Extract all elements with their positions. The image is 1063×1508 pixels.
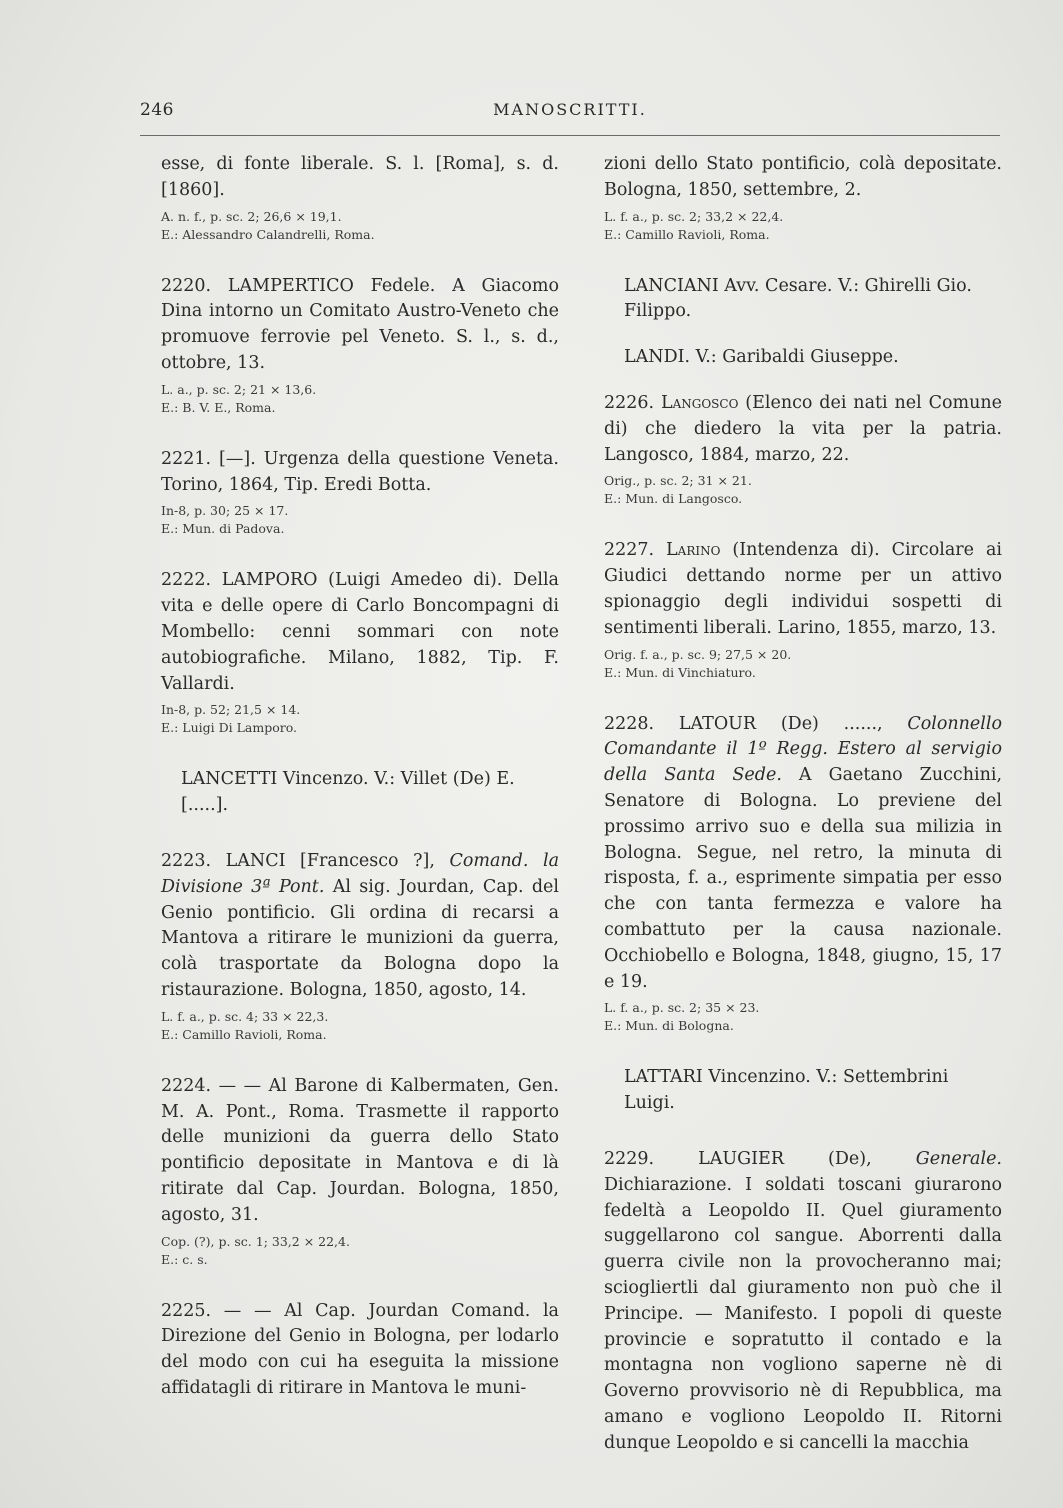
- entry-2224: 2224. — — Al Barone di Kalbermaten, Gen. M. A. Pont., Roma. Trasmette il rapporto delle munizioni da guerra dello Stato pontificio depositate in Mantova e di là ritirate dal Cap. Jourdan. Bologna, 1850, agosto, 31.: [161, 1075, 559, 1225]
- entry-meta: In-8, p. 30; 25 × 17. E.: Mun. di Padova.: [161, 503, 289, 537]
- entry-2227: 2227. Larino (Intendenza di). Circolare ai Giudici dettando norme per un attivo spionaggio degli individui sospetti di sentimenti liberali. Larino, 1855, marzo, 13.: [604, 540, 1002, 638]
- entry-text: esse, di fonte liberale. S. l. [Roma], s. d. [1860].: [161, 154, 559, 200]
- entry-2221: 2221. [—]. Urgenza della questione Veneta. Torino, 1864, Tip. Eredi Botta.: [161, 448, 559, 495]
- entry-2226: 2226. Langosco (Elenco dei nati nel Comune di) che diedero la vita per la patria. Langosco, 1884, marzo, 22.: [604, 392, 1003, 465]
- entry-2225: 2225. — — Al Cap. Jourdan Comand. la Direzione del Genio in Bologna, per lodarlo del modo con cui ha eseguita la missione affidatagli di ritirare in Mantova le muni-: [161, 1300, 559, 1398]
- cross-reference: LANDI. V.: Garibaldi Giuseppe.: [624, 347, 899, 368]
- cross-reference: LATTARI Vincenzino. V.: Settembrini Luigi.: [624, 1067, 949, 1114]
- entry-2222: 2222. LAMPORO (Luigi Amedeo di). Della vita e delle opere di Carlo Boncompagni di Mombello: cenni sommari con note autobiografiche. Milano, 1882, Tip. F. Vallardi.: [161, 570, 559, 694]
- entry-meta: In-8, p. 52; 21,5 × 14. E.: Luigi Di Lamporo.: [161, 702, 301, 736]
- entry-meta: L. a., p. sc. 2; 21 × 13,6. E.: B. V. E., Roma.: [161, 381, 317, 415]
- entry-meta: L. f. a., p. sc. 2; 35 × 23. E.: Mun. di Bologna.: [604, 1000, 760, 1034]
- entry-meta: L. f. a., p. sc. 4; 33 × 22,3. E.: Camillo Ravioli, Roma.: [161, 1008, 329, 1042]
- cross-reference: LANCETTI Vincenzo. V.: Villet (De) E. [.....].: [181, 769, 515, 816]
- entry-meta: Cop. (?), p. sc. 1; 33,2 × 22,4. E.: c. s.: [161, 1233, 350, 1267]
- entry-2229: 2229. LAUGIER (De), Generale. Dichiarazione. I soldati toscani giurarono fedeltà a Leopoldo II. Quel giuramento suggellarono col sangue. Aborrenti dalla guerra civile non la provocheranno mai; sciogliertli dal giuramento non può che il Principe. — Manifesto. I popoli di queste provincie e sopratutto il contado e la montagna non vogliono saperne nè di Governo provvisorio nè di Repubblica, ma amano e vogliono Leopoldo II. Ritorni dunque Leopoldo e si cancelli la macchia: [604, 1148, 1002, 1453]
- entry-meta: L. f. a., p. sc. 2; 33,2 × 22,4. E.: Camillo Ravioli, Roma.: [604, 208, 784, 242]
- running-title: MANOSCRITTI.: [493, 100, 647, 119]
- entry-2223: 2223. LANCI [Francesco ?], Comand. la Divisione 3ª Pont. Al sig. Jourdan, Cap. del Genio pontificio. Gli ordina di recarsi a Mantova a ritirare le munizioni da guerra, colà trasportate da Bologna dopo la ristaurazione. Bologna, 1850, agosto, 14.: [161, 850, 559, 1000]
- header-rule: [140, 135, 1000, 136]
- right-column: [604, 152, 1002, 1456]
- entry-continuation: zioni dello Stato pontificio, colà depositate. Bologna, 1850, settembre, 2.: [604, 154, 1002, 200]
- page-number: 246: [140, 100, 174, 120]
- page-header: [140, 100, 1000, 134]
- entry-meta: Orig., p. sc. 2; 31 × 21. E.: Mun. di Langosco.: [604, 473, 752, 507]
- cross-reference: LANCIANI Avv. Cesare. V.: Ghirelli Gio. Filippo.: [624, 275, 972, 322]
- entry-2220: 2220. LAMPERTICO Fedele. A Giacomo Dina intorno un Comitato Austro-Veneto che promuove ferrovie pel Veneto. S. l., s. d., ottobre, 13.: [161, 275, 559, 373]
- entry-2228: 2228. LATOUR (De) ......, Colonnello Comandante il 1º Regg. Estero al servigio della Santa Sede. A Gaetano Zucchini, Senatore di Bologna. Lo previene del prossimo arrivo suo e della sua milizia in Bologna. Segue, nel retro, la minuta di risposta, f. a., esprimente simpatia per esso che con tanta fermezza e valore ha combattuto per la causa nazionale. Occhiobello e Bologna, 1848, giugno, 15, 17 e 19.: [604, 713, 1003, 992]
- entry-meta: Orig. f. a., p. sc. 9; 27,5 × 20. E.: Mun. di Vinchiaturo.: [604, 646, 792, 680]
- left-column: [161, 152, 559, 1402]
- entry-meta: A. n. f., p. sc. 2; 26,6 × 19,1. E.: Alessandro Calandrelli, Roma.: [161, 208, 375, 242]
